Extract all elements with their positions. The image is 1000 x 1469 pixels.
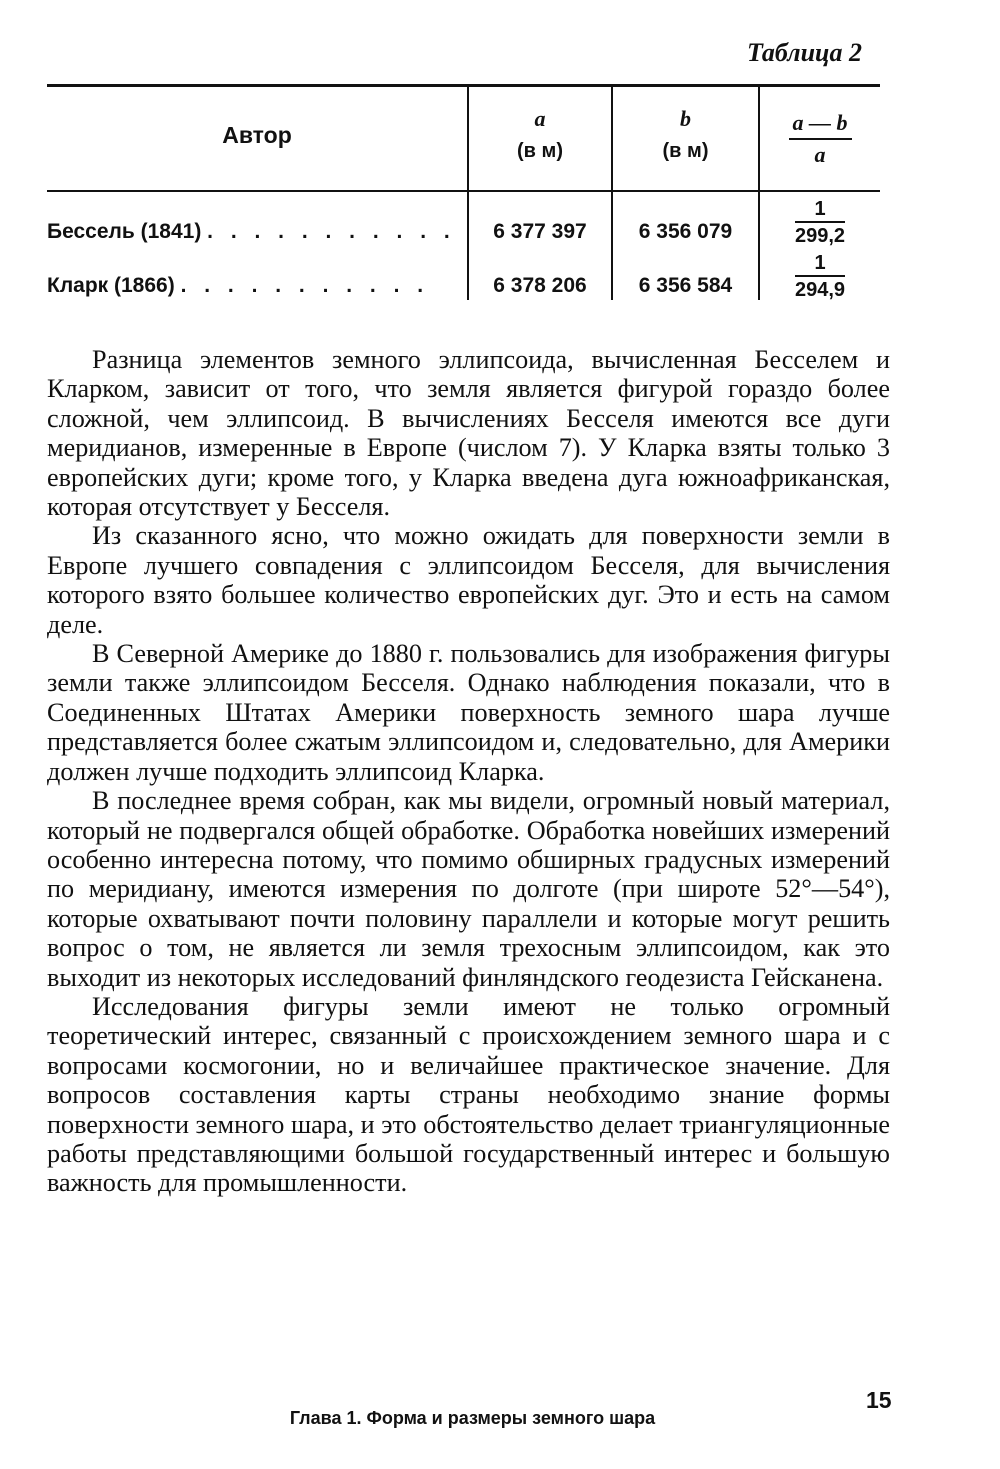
fraction-numerator: a — b bbox=[789, 110, 852, 140]
dot-leader: . . . . . . . . . . . bbox=[207, 220, 456, 243]
table-caption: Таблица 2 bbox=[746, 38, 862, 67]
flattening-fraction bbox=[789, 110, 852, 168]
a-value: 6 377 397 bbox=[493, 220, 587, 243]
paragraph: Исследования фигуры земли имеют не только огромный теоретический интерес, связанный с происхождением земного шара и с вопросами космогонии, но и величайшее практическое значение. Для вопросов составления карты страны необходимо знание формы поверхности земного шара, и это обстоятельство делает триангуляционные работы представляющими большой государственный интерес и большую важность для промышленности. bbox=[47, 991, 890, 1198]
paragraph: Разница элементов земного эллипсоида, вычисленная Бесселем и Кларком, зависит от того, что земля является фигурой гораздо более сложной, чем эллипсоид. В вычислениях Бесселя имеются все дуги меридианов, измеренные в Европе (числом 7). У Кларка взяты только 3 европейских дуги; кроме того, у Кларка введена дуга южноафриканская, которая отсутствует у Бесселя. bbox=[47, 345, 890, 522]
header-b bbox=[613, 106, 758, 163]
flattening-value bbox=[760, 252, 880, 302]
author-name: Кларк (1866) bbox=[47, 274, 175, 297]
fraction-denominator: 294,9 bbox=[794, 279, 846, 301]
table-header-rule bbox=[47, 190, 880, 192]
header-a-unit: (в м) bbox=[517, 140, 563, 162]
fraction-numerator: 1 bbox=[795, 198, 845, 223]
b-value: 6 356 079 bbox=[638, 220, 733, 243]
table-row bbox=[47, 198, 880, 254]
paragraph: В Северной Америке до 1880 г. пользовались для изображения фигуры земли также эллипсоидом Бесселя. Однако наблюдения показали, что в Соединенных Штатах Америки поверхность земного шара лучше представляется более сжатым эллипсоидом и, следовательно, для Америки должен лучше подходить эллипсоид Кларка. bbox=[47, 639, 890, 786]
body-text bbox=[47, 345, 890, 1198]
paragraph: Из сказанного ясно, что можно ожидать для поверхности земли в Европе лучшего совпадения с эллипсоидом Бесселя, для вычисления которого взято большее количество европейских дуг. Это и есть на самом деле. bbox=[47, 521, 890, 639]
a-value: 6 378 206 bbox=[493, 274, 587, 297]
header-a bbox=[469, 106, 611, 163]
header-author: Автор bbox=[222, 122, 292, 148]
fraction-denominator: a bbox=[814, 142, 826, 167]
author-name: Бессель (1841) bbox=[47, 220, 202, 243]
flattening-value bbox=[760, 198, 880, 248]
header-flattening bbox=[760, 110, 880, 168]
dot-leader: . . . . . . . . . . . bbox=[180, 274, 430, 297]
header-b-symbol: b bbox=[680, 106, 691, 131]
header-b-unit: (в м) bbox=[662, 140, 709, 162]
flattening-fraction bbox=[795, 252, 845, 302]
author-cell bbox=[47, 274, 463, 298]
paragraph: В последнее время собран, как мы видели, огромный новый материал, который не подвергался общей обработке. Обработка новейших измерений особенно интересна потому, что помимо обширных градусных измерений по меридиану, имеются измерения по долготе (при широте 52°—54°), которые охватывают почти половину параллели и которые могут решить вопрос о том, не является ли земля трехосным эллипсоидом, как это выходит из некоторых исследований финляндского геодезиста Гейсканена. bbox=[47, 786, 890, 992]
running-footer: Глава 1. Форма и размеры земного шара bbox=[289, 1408, 656, 1428]
fraction-numerator: 1 bbox=[795, 252, 845, 277]
page-number: 15 bbox=[866, 1387, 892, 1413]
b-value: 6 356 584 bbox=[638, 274, 733, 297]
flattening-fraction bbox=[795, 198, 845, 248]
fraction-denominator: 299,2 bbox=[794, 225, 846, 247]
header-a-symbol: a bbox=[534, 106, 546, 131]
table-top-rule bbox=[47, 84, 880, 87]
table-row bbox=[47, 252, 880, 308]
author-cell bbox=[47, 220, 463, 244]
